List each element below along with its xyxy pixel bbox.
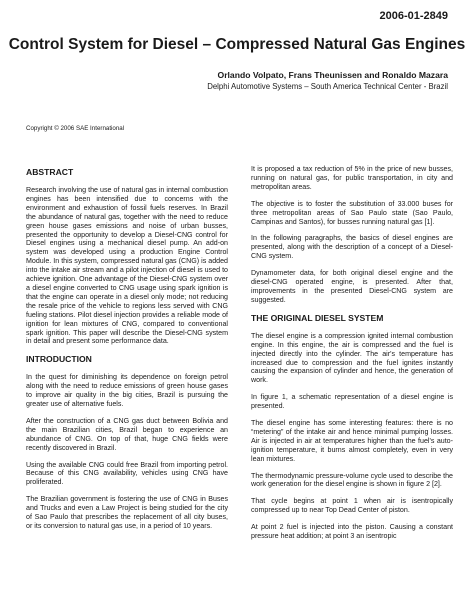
body-paragraph: It is proposed a tax reduction of 5% in the price of new busses, running on natural gas, for public transportation, in city and metropolitan areas. xyxy=(251,165,453,191)
body-paragraph: That cycle begins at point 1 when air is isentropically compressed up to near Top Dead Center of piston. xyxy=(251,497,453,515)
abstract-paragraph: Research involving the use of natural gas in internal combustion engines has been intensified due to concerns with the environment and exhaustion of fossil fuels reserves. In Brazil the abundance of natural gas, together with the need to reduce green house gases emissions and noise of urban busses, presented the opportunity to develop a Diesel-CNG control for Diesel engines using a mechanical diesel pump. An add-on system was developed using a production Engine Control Module. In this system, compressed natural gas (CNG) is added into the intake air stream and a pilot injection of diesel is used to achieve ignition. One advantage of the Diesel-CNG system over a diesel engine converted to CNG usage using spark ignition is that the engine can operate in a diesel only mode; not reducing the resale price of the vehicle to regions less served with CNG fueling stations. Pilot diesel injection provides a reliable mode of ignition for lean mixtures of CNG, compared to conventional spark ignition. This paper will describe the Diesel-CNG system in detail and present some performance data. xyxy=(26,186,228,346)
body-paragraph: The objective is to foster the substitution of 33.000 buses for three metropolitan areas of Sao Paulo state (Sao Paulo, Campinas and Santos), for busses running natural gas [1]. xyxy=(251,199,453,226)
affiliation: Delphi Automotive Systems – South America Technical Center - Brazil xyxy=(207,82,448,91)
copyright-notice: Copyright © 2006 SAE International xyxy=(26,125,125,132)
body-paragraph: Dynamometer data, for both original diesel engine and the diesel-CNG operated engine, is presented. After that, improvements in the presented Diesel-CNG system are suggested. xyxy=(251,269,453,304)
body-paragraph: At point 2 fuel is injected into the piston. Causing a constant pressure heat addition; at point 3 an isentropic xyxy=(251,523,453,541)
original-diesel-system-heading: THE ORIGINAL DIESEL SYSTEM xyxy=(251,312,384,323)
author-list: Orlando Volpato, Frans Theunissen and Ronaldo Mazara xyxy=(217,70,448,80)
introduction-heading: INTRODUCTION xyxy=(26,354,92,365)
intro-paragraph: After the construction of a CNG gas duct between Bolivia and the main Brazilian cities, Brazil began to experience an abundance of CNG. On top of that, huge CNG fields were recently discovered in Brazil. xyxy=(26,416,228,452)
abstract-heading: ABSTRACT xyxy=(26,167,74,177)
intro-paragraph: In the quest for diminishing its dependence on foreign petrol along with the need to reduce emissions of green house gases to improve air quality in the big cities, Brazil is pursuing the greater use of alternative fuels. xyxy=(26,373,228,409)
paper-title: Control System for Diesel – Compressed Natural Gas Engines xyxy=(8,36,466,53)
right-column xyxy=(251,165,453,549)
body-paragraph: The diesel engine has some interesting features: there is no “metering” of the intake air and hence minimal pumping losses. Air is injected in air at temperatures higher than the fuel's auto-ignition temperature, it burns almost completely, even in very lean mixtures. xyxy=(251,419,453,463)
left-column xyxy=(26,160,228,539)
intro-paragraph: The Brazilian government is fostering the use of CNG in Buses and Trucks and even a Law Project is being studied for the city of Sao Paulo that prescribes the replacement of all city buses, or its conversion to natural gas use, in a period of 10 years. xyxy=(26,495,228,530)
intro-paragraph: Using the available CNG could free Brazil from importing petrol. Because of this CNG availability, vehicles using CNG have proliferated. xyxy=(26,460,228,487)
paper-number: 2006-01-2849 xyxy=(379,10,448,22)
body-paragraph: The thermodynamic pressure-volume cycle used to describe the work generation for the diesel engine is shown in figure 2 [2]. xyxy=(251,471,453,489)
body-paragraph: In figure 1, a schematic representation of a diesel engine is presented. xyxy=(251,393,453,411)
body-paragraph: In the following paragraphs, the basics of diesel engines are presented, along with the description of a concept of a Diesel-CNG system. xyxy=(251,234,453,261)
body-paragraph: The diesel engine is a compression ignited internal combustion engine. In this engine, the air is compressed and the fuel is injected directly into the cylinder. The air's temperature has increased due to compression and the fuel ignites instantly causing the expansion of cylinder and hence, the generation of work. xyxy=(251,331,453,385)
